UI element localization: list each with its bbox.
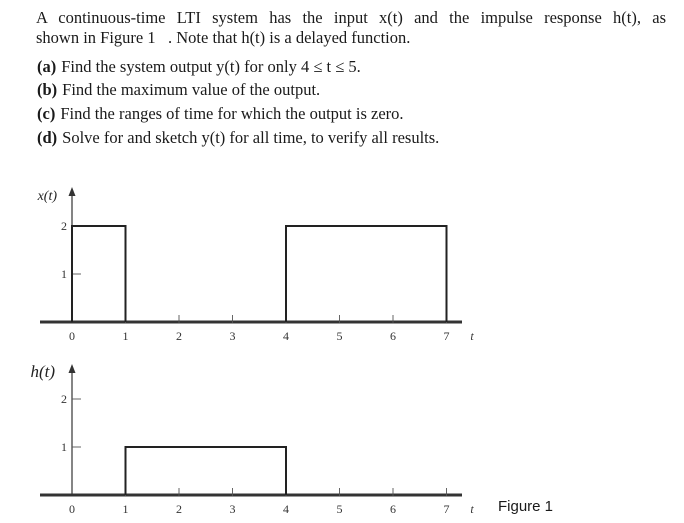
x-tick-label: 0 (69, 329, 75, 343)
x-tick-label: 5 (336, 502, 343, 516)
x-tick-label: 1 (122, 329, 129, 343)
figure-reference: shown in Figure 1 (36, 28, 156, 47)
y-tick-label: 1 (61, 267, 67, 281)
part-label: (c) (37, 104, 56, 123)
x-tick-label: 6 (390, 502, 396, 516)
y-axis-label: x(t) (37, 189, 57, 204)
problem-line-1: A continuous-time LTI system has the input x(t) and the impulse response h(t), as (36, 8, 666, 27)
delay-note: . Note that h(t) is a delayed function. (168, 28, 411, 47)
y-tick-label: 1 (61, 440, 67, 454)
part-text: Find the maximum value of the output. (62, 80, 321, 99)
part-label: (a) (37, 57, 57, 76)
signal-pulse (126, 447, 287, 495)
x-tick-label: 3 (229, 502, 236, 516)
y-tick-label: 2 (61, 219, 67, 233)
figure-label: Figure 1 (498, 498, 554, 515)
part-label: (d) (37, 128, 58, 147)
x-tick-label: 0 (69, 502, 75, 516)
x-tick-label: 2 (176, 329, 182, 343)
x-axis-label: t (470, 502, 474, 516)
x-tick-label: 3 (229, 329, 236, 343)
x-tick-label: 1 (122, 502, 129, 516)
part-text: Find the system output y(t) for only 4 ≤ t ≤ 5. (61, 57, 361, 76)
y-axis-label: h(t) (30, 362, 55, 381)
part-label: (b) (37, 80, 58, 99)
x-tick-label: 6 (390, 329, 396, 343)
part-text: Solve for and sketch y(t) for all time, to verify all results. (62, 128, 440, 147)
y-tick-label: 2 (61, 392, 67, 406)
x-tick-label: 5 (336, 329, 343, 343)
x-tick-label: 7 (443, 329, 450, 343)
x-tick-label: 4 (283, 329, 289, 343)
y-axis-arrow-icon (69, 364, 76, 373)
x-axis-label: t (470, 329, 474, 343)
part-text: Find the ranges of time for which the output is zero. (60, 104, 404, 123)
x-tick-label: 7 (443, 502, 450, 516)
x-tick-label: 4 (283, 502, 289, 516)
x-tick-label: 2 (176, 502, 182, 516)
